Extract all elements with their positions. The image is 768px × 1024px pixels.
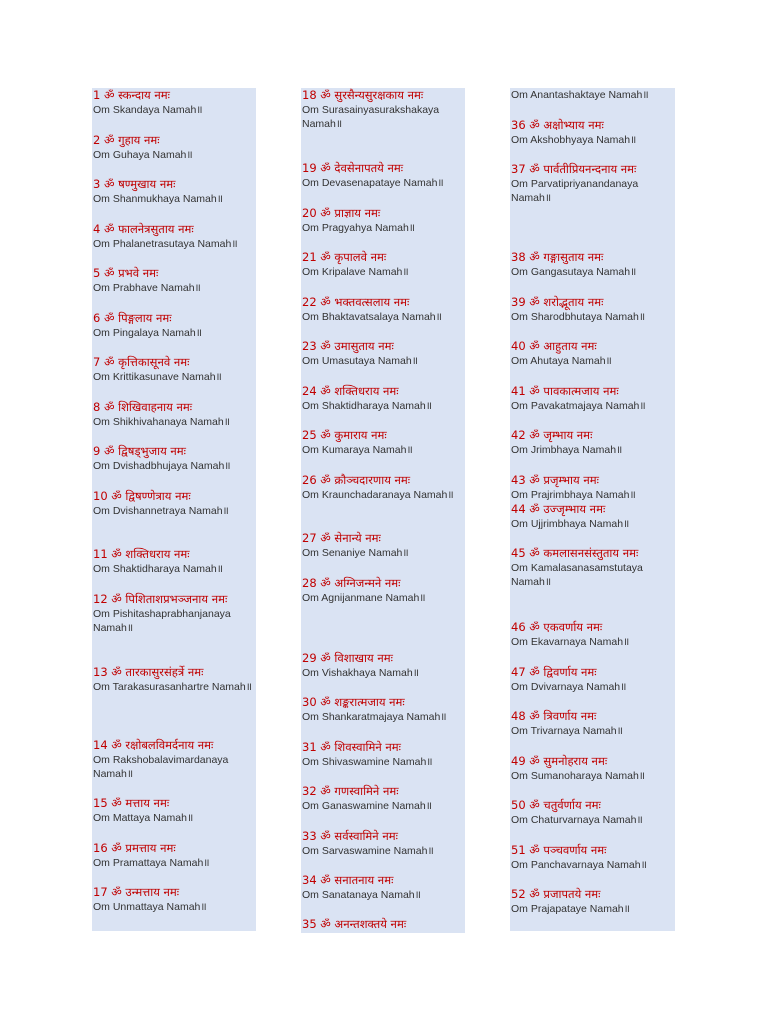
list-item bbox=[511, 502, 675, 531]
sanskrit-mantra: 12 ॐ पिशिताशप्रभञ्जनाय नमः bbox=[93, 592, 228, 606]
sanskrit-mantra: 38 ॐ गङ्गासुताय नमः bbox=[511, 250, 604, 264]
sanskrit-mantra: 39 ॐ शरोद्भूताय नमः bbox=[511, 295, 604, 309]
sanskrit-mantra: 51 ॐ पञ्चवर्णाय नमः bbox=[511, 843, 607, 857]
list-item bbox=[511, 665, 675, 694]
transliteration: Om Akshobhyaya Namah॥ bbox=[511, 133, 637, 146]
list-item bbox=[93, 738, 256, 782]
transliteration: Om Shaktidharaya Namah॥ bbox=[93, 562, 224, 575]
list-item bbox=[511, 620, 675, 649]
transliteration: Om Skandaya Namah॥ bbox=[93, 103, 203, 116]
sanskrit-mantra: 9 ॐ द्विषड्भुजाय नमः bbox=[93, 444, 187, 458]
list-item bbox=[511, 754, 675, 783]
list-item bbox=[302, 88, 465, 132]
list-item bbox=[511, 709, 675, 738]
list-item bbox=[93, 841, 256, 870]
sanskrit-mantra: 49 ॐ सुमनोहराय नमः bbox=[511, 754, 608, 768]
transliteration: Om Shivaswamine Namah॥ bbox=[302, 755, 433, 768]
transliteration: Om Sarvaswamine Namah॥ bbox=[302, 844, 434, 857]
transliteration: Om Shikhivahanaya Namah॥ bbox=[93, 415, 231, 428]
list-item bbox=[511, 473, 675, 502]
list-item bbox=[93, 444, 256, 473]
transliteration: Om Pingalaya Namah॥ bbox=[93, 326, 203, 339]
transliteration: Om Dvishadbhujaya Namah॥ bbox=[93, 459, 231, 472]
sanskrit-mantra: 11 ॐ शक्तिधराय नमः bbox=[93, 547, 190, 561]
transliteration: Om Unmattaya Namah॥ bbox=[93, 900, 207, 913]
transliteration: Om Gangasutaya Namah॥ bbox=[511, 265, 637, 278]
transliteration: Om Shanmukhaya Namah॥ bbox=[93, 192, 224, 205]
transliteration: Om Ahutaya Namah॥ bbox=[511, 354, 612, 367]
sanskrit-mantra: 16 ॐ प्रमत्ताय नमः bbox=[93, 841, 176, 855]
transliteration: Om Bhaktavatsalaya Namah॥ bbox=[302, 310, 442, 323]
sanskrit-mantra: 48 ॐ त्रिवर्णाय नमः bbox=[511, 709, 597, 723]
list-item bbox=[511, 887, 675, 916]
transliteration: Om Vishakhaya Namah॥ bbox=[302, 666, 419, 679]
transliteration: Om Pavakatmajaya Namah॥ bbox=[511, 399, 646, 412]
transliteration: Om Pishitashaprabhanjanaya Namah॥ bbox=[93, 607, 231, 634]
sanskrit-mantra: 28 ॐ अग्निजन्मने नमः bbox=[302, 576, 401, 590]
transliteration: Om Parvatipriyanandanaya Namah॥ bbox=[511, 177, 639, 204]
transliteration: Om Mattaya Namah॥ bbox=[93, 811, 194, 824]
sanskrit-mantra: 46 ॐ एकवर्णाय नमः bbox=[511, 620, 603, 634]
list-item bbox=[511, 118, 675, 147]
transliteration: Om Prabhave Namah॥ bbox=[93, 281, 201, 294]
sanskrit-mantra: 21 ॐ कृपालवे नमः bbox=[302, 250, 387, 264]
sanskrit-mantra: 29 ॐ विशाखाय नमः bbox=[302, 651, 393, 665]
list-item bbox=[511, 250, 675, 279]
list-item bbox=[302, 295, 465, 324]
sanskrit-mantra: 5 ॐ प्रभवे नमः bbox=[93, 266, 159, 280]
list-item bbox=[93, 592, 256, 636]
sanskrit-mantra: 2 ॐ गुहाय नमः bbox=[93, 133, 160, 147]
transliteration: Om Dvivarnaya Namah॥ bbox=[511, 680, 627, 693]
sanskrit-mantra: 19 ॐ देवसेनापतये नमः bbox=[302, 161, 404, 175]
transliteration: Om Rakshobalavimardanaya Namah॥ bbox=[93, 753, 229, 780]
list-item bbox=[93, 177, 256, 206]
list-item bbox=[93, 796, 256, 825]
sanskrit-mantra: 30 ॐ शङ्करात्मजाय नमः bbox=[302, 695, 405, 709]
sanskrit-mantra: 35 ॐ अनन्तशक्तये नमः bbox=[302, 917, 407, 931]
sanskrit-mantra: 24 ॐ शक्तिधराय नमः bbox=[302, 384, 399, 398]
sanskrit-mantra: 45 ॐ कमलासनसंस्तुताय नमः bbox=[511, 546, 639, 560]
column-3 bbox=[510, 88, 675, 931]
transliteration: Om Prajapataye Namah॥ bbox=[511, 902, 630, 915]
list-item bbox=[302, 473, 465, 502]
transliteration: Om Agnijanmane Namah॥ bbox=[302, 591, 426, 604]
sanskrit-mantra: 33 ॐ सर्वस्वामिने नमः bbox=[302, 829, 398, 843]
transliteration: Om Trivarnaya Namah॥ bbox=[511, 724, 623, 737]
list-item bbox=[302, 206, 465, 235]
sanskrit-mantra: 40 ॐ आहुताय नमः bbox=[511, 339, 597, 353]
transliteration: Om Pragyahya Namah॥ bbox=[302, 221, 416, 234]
list-item bbox=[302, 250, 465, 279]
list-item bbox=[302, 161, 465, 190]
list-item bbox=[302, 576, 465, 605]
list-item bbox=[302, 384, 465, 413]
transliteration: Om Senaniye Namah॥ bbox=[302, 546, 409, 559]
list-item bbox=[302, 695, 465, 724]
list-item bbox=[93, 400, 256, 429]
sanskrit-mantra: 42 ॐ जृम्भाय नमः bbox=[511, 428, 593, 442]
list-item bbox=[511, 546, 675, 590]
transliteration: Om Kripalave Namah॥ bbox=[302, 265, 409, 278]
sanskrit-mantra: 4 ॐ फालनेत्रसुताय नमः bbox=[93, 222, 194, 236]
sanskrit-mantra: 32 ॐ गणस्वामिने नमः bbox=[302, 784, 399, 798]
transliteration: Om Devasenapataye Namah॥ bbox=[302, 176, 444, 189]
transliteration: Om Kamalasanasamstutaya Namah॥ bbox=[511, 561, 643, 588]
sanskrit-mantra: 34 ॐ सनातनाय नमः bbox=[302, 873, 394, 887]
list-item bbox=[302, 651, 465, 680]
sanskrit-mantra: 31 ॐ शिवस्वामिने नमः bbox=[302, 740, 401, 754]
sanskrit-mantra: 3 ॐ षण्मुखाय नमः bbox=[93, 177, 176, 191]
sanskrit-mantra: 25 ॐ कुमाराय नमः bbox=[302, 428, 387, 442]
sanskrit-mantra: 15 ॐ मत्ताय नमः bbox=[93, 796, 170, 810]
transliteration: Om Dvishannetraya Namah॥ bbox=[93, 504, 229, 517]
transliteration: Om Tarakasurasanhartre Namah॥ bbox=[93, 680, 252, 693]
sanskrit-mantra: 50 ॐ चतुर्वर्णाय नमः bbox=[511, 798, 601, 812]
list-item bbox=[511, 384, 675, 413]
transliteration: Om Guhaya Namah॥ bbox=[93, 148, 193, 161]
list-item bbox=[511, 88, 675, 103]
sanskrit-mantra: 7 ॐ कृत्तिकासूनवे नमः bbox=[93, 355, 190, 369]
list-item bbox=[511, 162, 675, 206]
sanskrit-mantra: 47 ॐ द्विवर्णाय नमः bbox=[511, 665, 597, 679]
sanskrit-mantra: 6 ॐ पिङ्गलाय नमः bbox=[93, 311, 172, 325]
transliteration: Om Umasutaya Namah॥ bbox=[302, 354, 418, 367]
sanskrit-mantra: 22 ॐ भक्तवत्सलाय नमः bbox=[302, 295, 410, 309]
list-item bbox=[302, 917, 465, 932]
list-item bbox=[93, 547, 256, 576]
list-item bbox=[93, 88, 256, 117]
list-item bbox=[302, 873, 465, 902]
transliteration: Om Surasainyasurakshakaya Namah॥ bbox=[302, 103, 440, 130]
transliteration: Om Ganaswamine Namah॥ bbox=[302, 799, 433, 812]
transliteration: Om Chaturvarnaya Namah॥ bbox=[511, 813, 643, 826]
column-2 bbox=[301, 88, 465, 933]
list-item bbox=[93, 222, 256, 251]
sanskrit-mantra: 1 ॐ स्कन्दाय नमः bbox=[93, 88, 170, 102]
sanskrit-mantra: 36 ॐ अक्षोभ्याय नमः bbox=[511, 118, 604, 132]
sanskrit-mantra: 10 ॐ द्विषण्णेत्राय नमः bbox=[93, 489, 191, 503]
list-item bbox=[511, 428, 675, 457]
list-item bbox=[93, 266, 256, 295]
list-item bbox=[302, 339, 465, 368]
transliteration: Om Panchavarnaya Namah॥ bbox=[511, 858, 647, 871]
transliteration: Om Krittikasunave Namah॥ bbox=[93, 370, 222, 383]
list-item bbox=[93, 489, 256, 518]
transliteration: Om Sanatanaya Namah॥ bbox=[302, 888, 421, 901]
sanskrit-mantra: 27 ॐ सेनान्ये नमः bbox=[302, 531, 381, 545]
transliteration: Om Shaktidharaya Namah॥ bbox=[302, 399, 433, 412]
transliteration: Om Kraunchadaranaya Namah॥ bbox=[302, 488, 454, 501]
list-item bbox=[302, 428, 465, 457]
sanskrit-mantra: 8 ॐ शिखिवाहनाय नमः bbox=[93, 400, 193, 414]
sanskrit-mantra: 52 ॐ प्रजापतये नमः bbox=[511, 887, 601, 901]
list-item bbox=[93, 885, 256, 914]
sanskrit-mantra: 26 ॐ क्रौञ्चदारणाय नमः bbox=[302, 473, 411, 487]
transliteration: Om Ujjrimbhaya Namah॥ bbox=[511, 517, 630, 530]
list-item bbox=[511, 339, 675, 368]
list-item bbox=[302, 829, 465, 858]
list-item bbox=[302, 740, 465, 769]
transliteration: Om Jrimbhaya Namah॥ bbox=[511, 443, 623, 456]
list-item bbox=[302, 531, 465, 560]
list-item bbox=[302, 784, 465, 813]
sanskrit-mantra: 20 ॐ प्राज्ञाय नमः bbox=[302, 206, 381, 220]
transliteration: Om Ekavarnaya Namah॥ bbox=[511, 635, 630, 648]
transliteration: Om Anantashaktaye Namah॥ bbox=[511, 89, 649, 101]
transliteration: Om Sumanoharaya Namah॥ bbox=[511, 769, 646, 782]
transliteration: Om Kumaraya Namah॥ bbox=[302, 443, 413, 456]
sanskrit-mantra: 23 ॐ उमासुताय नमः bbox=[302, 339, 394, 353]
transliteration: Om Prajrimbhaya Namah॥ bbox=[511, 488, 636, 501]
transliteration: Om Shankaratmajaya Namah॥ bbox=[302, 710, 447, 723]
sanskrit-mantra: 13 ॐ तारकासुरसंहर्त्रे नमः bbox=[93, 665, 204, 679]
sanskrit-mantra: 44 ॐ उज्जृम्भाय नमः bbox=[511, 502, 606, 516]
sanskrit-mantra: 18 ॐ सुरसैन्यसुरक्षकाय नमः bbox=[302, 88, 424, 102]
list-item bbox=[93, 133, 256, 162]
list-item bbox=[93, 355, 256, 384]
list-item bbox=[511, 295, 675, 324]
sanskrit-mantra: 43 ॐ प्रजृम्भाय नमः bbox=[511, 473, 599, 487]
list-item bbox=[93, 311, 256, 340]
list-item bbox=[511, 843, 675, 872]
column-1 bbox=[92, 88, 256, 931]
sanskrit-mantra: 37 ॐ पार्वतीप्रियनन्दनाय नमः bbox=[511, 162, 637, 176]
list-item bbox=[93, 665, 256, 694]
transliteration: Om Phalanetrasutaya Namah॥ bbox=[93, 237, 238, 250]
transliteration: Om Pramattaya Namah॥ bbox=[93, 856, 210, 869]
list-item bbox=[511, 798, 675, 827]
sanskrit-mantra: 41 ॐ पावकात्मजाय नमः bbox=[511, 384, 619, 398]
sanskrit-mantra: 17 ॐ उन्मत्ताय नमः bbox=[93, 885, 180, 899]
sanskrit-mantra: 14 ॐ रक्षोबलविमर्दनाय नमः bbox=[93, 738, 214, 752]
transliteration: Om Sharodbhutaya Namah॥ bbox=[511, 310, 646, 323]
